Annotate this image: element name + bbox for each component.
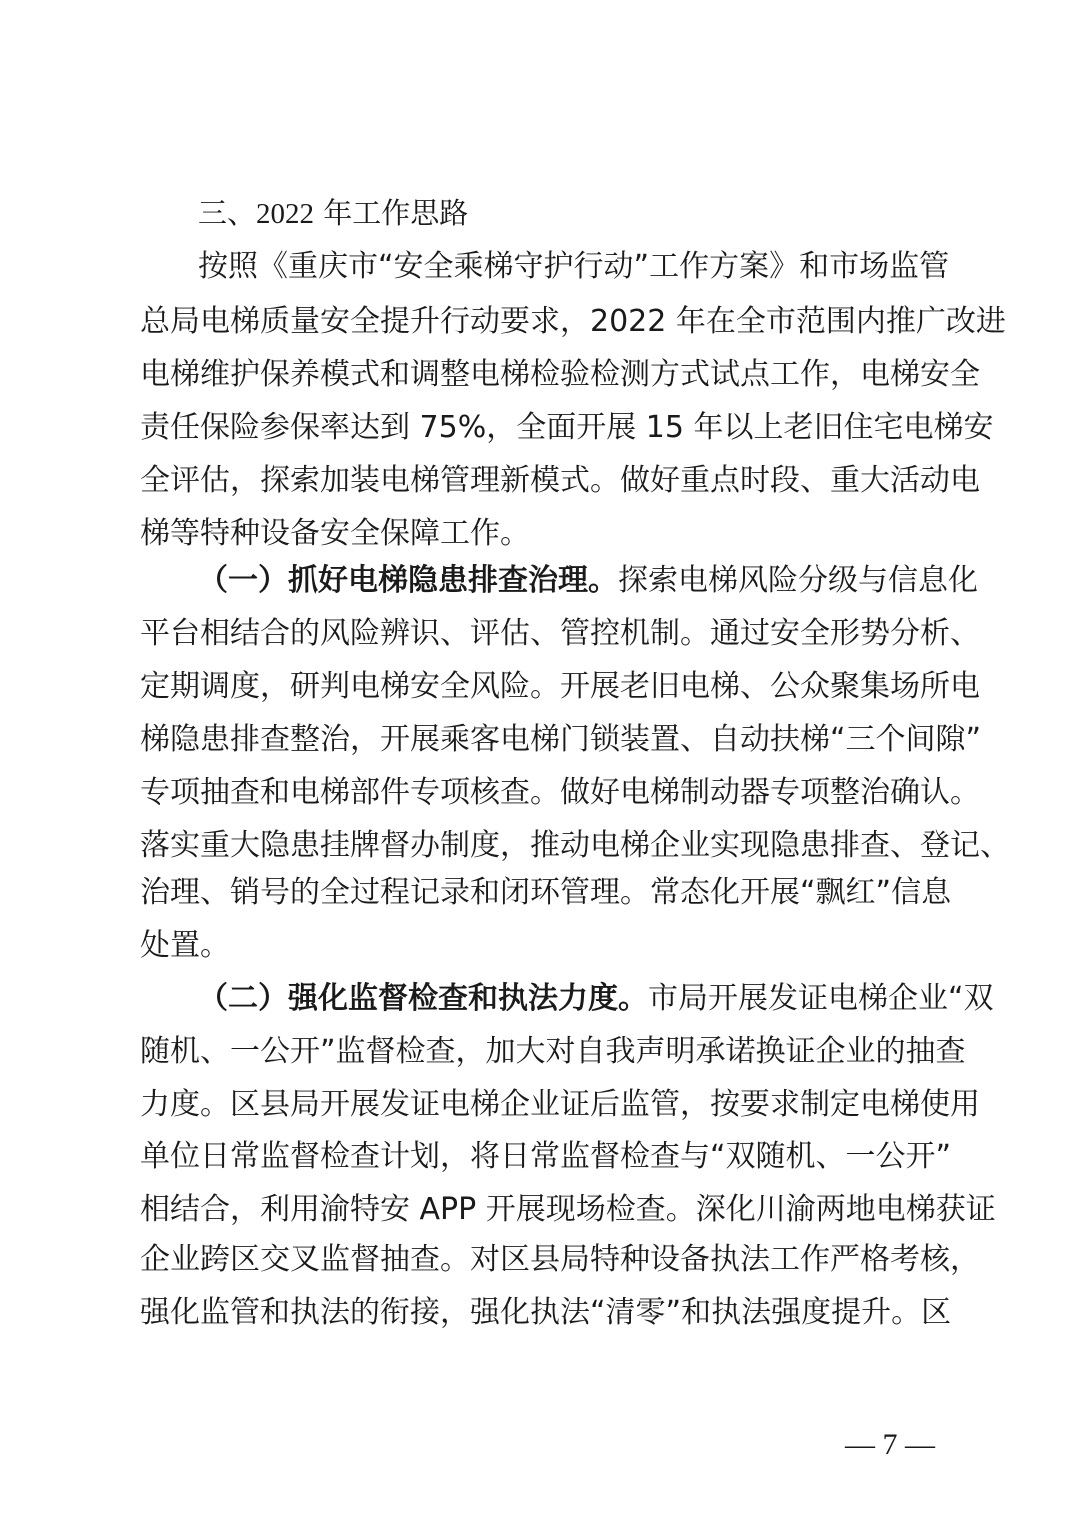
item2-line-4: 单位日常监督检查计划，将日常监督检查与“双随机、一公开” bbox=[140, 1139, 952, 1174]
item2-line-1 bbox=[198, 972, 994, 1026]
intro-line-4: 责任保险参保率达到 75%，全面开展 15 年以上老旧住宅电梯安 bbox=[140, 410, 994, 445]
section-heading bbox=[198, 186, 936, 240]
item2-line-6: 企业跨区交叉监督抽查。对区县局特种设备执法工作严格考核， bbox=[140, 1242, 980, 1277]
item2-line-3: 力度。区县局开展发证电梯企业证后监管，按要求制定电梯使用 bbox=[140, 1087, 980, 1122]
item1-title: （一）抓好电梯隐患排查治理。 bbox=[198, 563, 618, 598]
item2-title: （二）强化监督检查和执法力度。 bbox=[198, 981, 648, 1016]
item2-line-5: 相结合，利用渝特安 APP 开展现场检查。深化川渝两地电梯获证 bbox=[140, 1192, 996, 1227]
intro-line-2: 总局电梯质量安全提升行动要求，2022 年在全市范围内推广改进 bbox=[140, 304, 1006, 339]
item2-line-7: 强化监管和执法的衔接，强化执法“清零”和执法强度提升。区 bbox=[140, 1295, 952, 1330]
intro-line-3: 电梯维护保养模式和调整电梯检验检测方式试点工作，电梯安全 bbox=[140, 357, 980, 392]
intro-line-6: 梯等特种设备安全保障工作。 bbox=[140, 516, 530, 551]
intro-line-5: 全评估，探索加装电梯管理新模式。做好重点时段、重大活动电 bbox=[140, 463, 980, 498]
section-heading-year: 2022 bbox=[256, 198, 315, 230]
item1-line-4: 梯隐患排查整治，开展乘客电梯门锁装置、自动扶梯“三个间隙” bbox=[140, 722, 982, 757]
item2-line-2: 随机、一公开”监督检查，加大对自我声明承诺换证企业的抽查 bbox=[140, 1034, 966, 1069]
item1-line-5: 专项抽查和电梯部件专项核查。做好电梯制动器专项整治确认。 bbox=[140, 775, 980, 810]
item1-first-rest: 探索电梯风险分级与信息化 bbox=[618, 563, 978, 598]
intro-line-1: 按照《重庆市“安全乘梯守护行动”工作方案》和市场监管 bbox=[198, 249, 950, 284]
item1-line-7: 治理、销号的全过程记录和闭环管理。常态化开展“飘红”信息 bbox=[140, 875, 952, 910]
item1-line-1 bbox=[198, 554, 978, 608]
page-number: — 7 — bbox=[845, 1428, 935, 1461]
item2-first-rest: 市局开展发证电梯企业“双 bbox=[648, 981, 994, 1016]
item1-line-8: 处置。 bbox=[140, 928, 230, 963]
section-heading-rest: 年工作思路 bbox=[314, 196, 469, 230]
item1-line-2: 平台相结合的风险辨识、评估、管控机制。通过安全形势分析、 bbox=[140, 616, 980, 651]
section-heading-prefix: 三、 bbox=[198, 196, 257, 230]
item1-line-6: 落实重大隐患挂牌督办制度，推动电梯企业实现隐患排查、登记、 bbox=[140, 828, 1010, 863]
item1-line-3: 定期调度，研判电梯安全风险。开展老旧电梯、公众聚集场所电 bbox=[140, 669, 980, 704]
